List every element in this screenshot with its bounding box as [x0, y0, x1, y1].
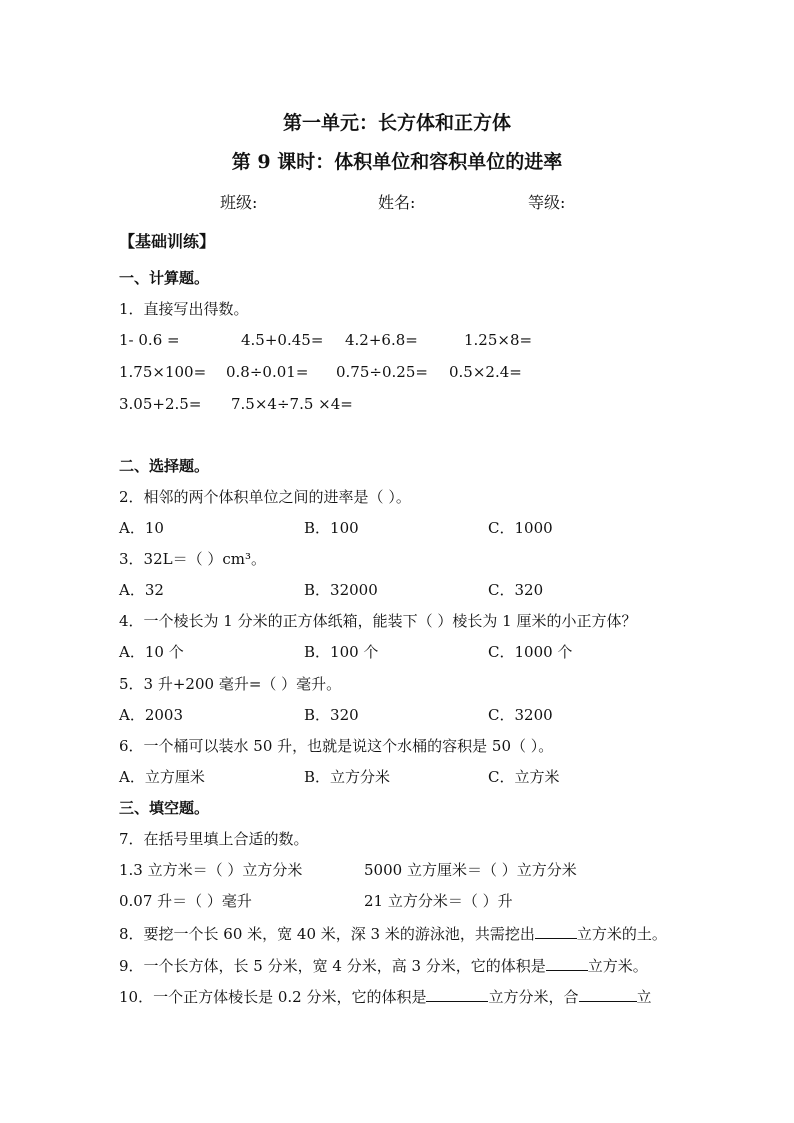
calc-item: 4.2+6.8=: [345, 331, 418, 349]
option-c: C．立方米: [488, 768, 560, 786]
q8-text-a: 8．要挖一个长 60 米，宽 40 米，深 3 米的游泳池，共需挖出: [119, 925, 535, 943]
question-2: 2．相邻的两个体积单位之间的进率是（ ）。: [119, 488, 411, 506]
answer-blank[interactable]: [426, 986, 488, 1002]
option-b: B．立方分米: [304, 768, 391, 786]
q2-options: [119, 518, 719, 538]
calc-item: 4.5+0.45=: [241, 331, 324, 349]
option-a: A．2003: [119, 706, 184, 724]
calc-item: 1.75×100=: [119, 363, 207, 381]
calc-row-3: [119, 394, 719, 414]
question-1: 1．直接写出得数。: [119, 300, 249, 318]
q5-options: [119, 705, 719, 725]
part3-heading: 三、填空题。: [119, 799, 210, 817]
calc-item: 1.25×8=: [464, 331, 533, 349]
option-a: A．10: [119, 519, 164, 537]
option-a: A．立方厘米: [119, 768, 205, 786]
answer-blank[interactable]: [546, 955, 588, 971]
name-label: 姓名:: [378, 193, 416, 212]
calc-item: 0.75÷0.25=: [336, 363, 428, 381]
q10-text-a: 10．一个正方体棱长是 0.2 分米，它的体积是: [119, 988, 427, 1006]
calc-item: 0.5×2.4=: [449, 363, 522, 381]
q7-row-1: [119, 860, 719, 880]
calc-item: 3.05+2.5=: [119, 395, 202, 413]
calc-item: 7.5×4÷7.5 ×4=: [231, 395, 353, 413]
question-9: [119, 955, 648, 976]
q3-options: [119, 580, 719, 600]
q9-text-b: 立方米。: [587, 957, 648, 975]
option-c: C．1000: [488, 519, 553, 537]
page-subtitle: 第 9 课时：体积单位和容积单位的进率: [231, 151, 563, 173]
question-5: 5．3 升+200 毫升=（ ）毫升。: [119, 675, 342, 693]
q7-row-2: [119, 891, 719, 911]
fill-item: 21 立方分米＝（ ）升: [364, 892, 513, 910]
question-4: 4．一个棱长为 1 分米的正方体纸箱，能装下（ ）棱长为 1 厘米的小正方体？: [119, 612, 637, 630]
fill-item: 1.3 立方米＝（ ）立方分米: [119, 861, 303, 879]
q10-text-c: 立: [636, 988, 652, 1006]
q6-options: [119, 767, 719, 787]
fill-item: 5000 立方厘米＝（ ）立方分米: [364, 861, 577, 879]
question-6: 6．一个桶可以装水 50 升，也就是说这个水桶的容积是 50（ ）。: [119, 737, 554, 755]
answer-blank[interactable]: [535, 923, 577, 939]
question-7: 7．在括号里填上合适的数。: [119, 830, 309, 848]
option-b: B．100 个: [304, 643, 379, 661]
option-b: B．100: [304, 519, 359, 537]
option-a: A．32: [119, 581, 164, 599]
option-b: B．32000: [304, 581, 378, 599]
fill-item: 0.07 升＝（ ）毫升: [119, 892, 252, 910]
q8-text-b: 立方米的土。: [576, 925, 667, 943]
calc-item: 1- 0.6 =: [119, 331, 180, 349]
part1-heading: 一、计算题。: [119, 269, 210, 287]
part2-heading: 二、选择题。: [119, 457, 210, 475]
calc-item: 0.8÷0.01=: [226, 363, 309, 381]
calc-row-1: [119, 330, 719, 350]
question-3: 3．32L＝（ ）cm³。: [119, 550, 266, 568]
section-basic-training: 【基础训练】: [119, 232, 216, 251]
option-b: B．320: [304, 706, 359, 724]
option-c: C．3200: [488, 706, 553, 724]
option-a: A．10 个: [119, 643, 184, 661]
class-label: 班级:: [220, 193, 258, 212]
question-8: [119, 923, 667, 944]
question-10: [119, 986, 652, 1007]
q9-text-a: 9．一个长方体，长 5 分米，宽 4 分米，高 3 分米，它的体积是: [119, 957, 546, 975]
answer-blank[interactable]: [579, 986, 637, 1002]
grade-label: 等级:: [528, 193, 566, 212]
option-c: C．320: [488, 581, 544, 599]
q4-options: [119, 642, 719, 662]
option-c: C．1000 个: [488, 643, 573, 661]
calc-row-2: [119, 362, 719, 382]
q10-text-b: 立方分米，合: [488, 988, 579, 1006]
page-title: 第一单元：长方体和正方体: [282, 112, 511, 134]
